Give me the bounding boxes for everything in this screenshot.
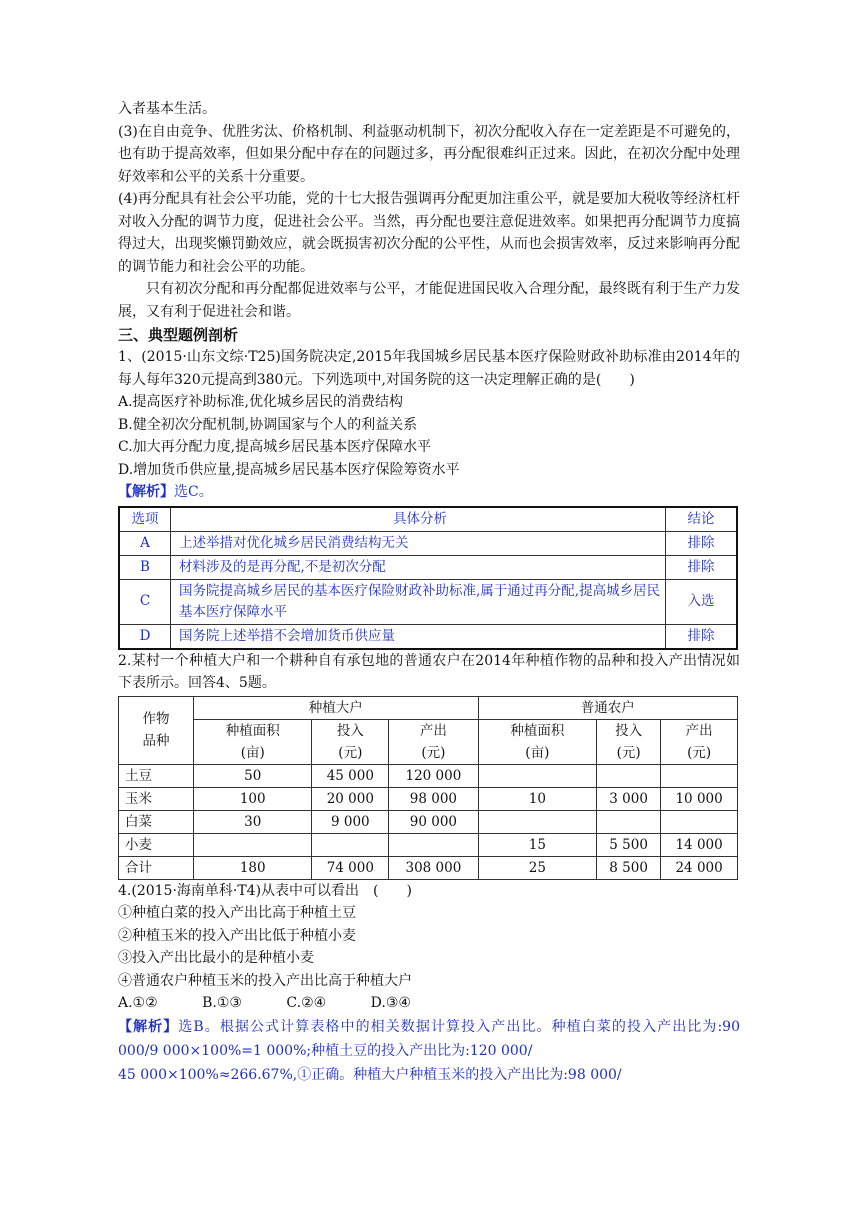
cell bbox=[478, 810, 596, 833]
paragraph-4: (4)再分配具有社会公平功能，党的十七大报告强调再分配更加注重公平，就是要加大税收等经济杠杆对收入分配的调节力度，促进社会公平。当然，再分配也要注意促进效率。如果把再分配调节力度搞得过大，出现奖懒罚勤效应，就会既损害初次分配的公平性，从而也会损害效率，反过来影响再分配的调节能力和社会公平的功能。 bbox=[118, 191, 740, 275]
cell: 8 500 bbox=[597, 856, 661, 879]
cell bbox=[597, 764, 661, 787]
cell: 15 bbox=[478, 833, 596, 856]
q4-stem: 4.(2015·海南单科·T4)从表中可以看出 ( ) bbox=[118, 882, 412, 899]
subheader-input bbox=[597, 719, 661, 764]
analysis-text: 选C。 bbox=[174, 484, 213, 500]
document-page bbox=[118, 98, 740, 1087]
cell: 30 bbox=[194, 810, 312, 833]
cell: 入选 bbox=[666, 579, 738, 624]
q4-item-1: ①种植白菜的投入产出比高于种植土豆 bbox=[118, 905, 356, 921]
cell: 45 000 bbox=[312, 764, 389, 787]
cell: 上述举措对优化城乡居民消费结构无关 bbox=[171, 531, 666, 555]
cell: 308 000 bbox=[389, 856, 478, 879]
header-ordinary-farmer: 普通农户 bbox=[478, 696, 737, 719]
cell: 24 000 bbox=[661, 856, 738, 879]
subheader-text: 产出(元) bbox=[685, 722, 713, 761]
q4-item-4: ④普通农户种植玉米的投入产出比高于种植大户 bbox=[118, 972, 412, 989]
q1-analysis bbox=[118, 481, 740, 504]
cell bbox=[597, 810, 661, 833]
cell: 3 000 bbox=[597, 787, 661, 810]
cell: 5 500 bbox=[597, 833, 661, 856]
table-row bbox=[119, 810, 738, 833]
subheader-output bbox=[389, 719, 478, 764]
cell: C bbox=[119, 579, 171, 624]
analysis-label: 【解析】 bbox=[118, 484, 174, 500]
cell bbox=[312, 833, 389, 856]
paragraph-5: 只有初次分配和再分配都促进效率与公平，才能促进国民收入合理分配，最终既有利于生产力发展，又有利于促进社会和谐。 bbox=[118, 281, 740, 320]
header-crop bbox=[119, 696, 194, 764]
subheader-output bbox=[661, 719, 738, 764]
cell: 74 000 bbox=[312, 856, 389, 879]
subheader-input bbox=[312, 719, 389, 764]
cell: 玉米 bbox=[119, 787, 194, 810]
cell: D bbox=[119, 624, 171, 649]
cell: 土豆 bbox=[119, 764, 194, 787]
table-row bbox=[119, 787, 738, 810]
table-subheader-row bbox=[119, 719, 738, 764]
cell: 9 000 bbox=[312, 810, 389, 833]
q4-analysis-continued: 45 000×100%≈266.67%,①正确。种植大户种植玉米的投入产出比为:98 000/ bbox=[118, 1066, 622, 1083]
q2-crop-table bbox=[118, 696, 738, 880]
table-row bbox=[119, 856, 738, 879]
section-title: 三、典型题例剖析 bbox=[118, 326, 239, 344]
q1-analysis-table bbox=[118, 506, 738, 650]
table-row bbox=[119, 555, 737, 579]
subheader-text: 产出(元) bbox=[419, 722, 447, 761]
q4-choices bbox=[118, 992, 740, 1015]
subheader-area bbox=[194, 719, 312, 764]
table-row bbox=[119, 579, 737, 624]
cell bbox=[389, 833, 478, 856]
analysis-text: 选B。根据公式计算表格中的相关数据计算投入产出比。种植白菜的投入产出比为:90 000/9 000×100%=1 000%;种植土豆的投入产出比为:120 000/ bbox=[118, 1018, 741, 1059]
cell: 国务院上述举措不会增加货币供应量 bbox=[171, 624, 666, 649]
cell: 合计 bbox=[119, 856, 194, 879]
choice-b: B.①③ bbox=[202, 995, 242, 1011]
subheader-text: 种植面积(亩) bbox=[510, 722, 565, 761]
cell bbox=[478, 764, 596, 787]
cell: 25 bbox=[478, 856, 596, 879]
header-large-farmer: 种植大户 bbox=[194, 696, 479, 719]
q4-analysis bbox=[118, 1015, 740, 1063]
cell: A bbox=[119, 531, 171, 555]
cell: 排除 bbox=[666, 624, 738, 649]
q4-item-2: ②种植玉米的投入产出比低于种植小麦 bbox=[118, 927, 356, 944]
choice-a: A.①② bbox=[118, 995, 158, 1011]
table-row bbox=[119, 833, 738, 856]
choice-d: D.③④ bbox=[370, 995, 411, 1011]
choice-c: C.②④ bbox=[286, 995, 327, 1011]
cell bbox=[661, 810, 738, 833]
table-header-row bbox=[119, 696, 738, 719]
intro-tail: 入者基本生活。 bbox=[118, 101, 216, 117]
table-header-row bbox=[119, 507, 737, 532]
subheader-area bbox=[478, 719, 596, 764]
cell: 10 000 bbox=[661, 787, 738, 810]
table-row bbox=[119, 624, 737, 649]
cell: 排除 bbox=[666, 531, 738, 555]
cell: 10 bbox=[478, 787, 596, 810]
cell: 14 000 bbox=[661, 833, 738, 856]
header-crop-label: 作物品种 bbox=[142, 711, 170, 749]
header-analysis: 具体分析 bbox=[171, 507, 666, 532]
q1-option-c: C.加大再分配力度,提高城乡居民基本医疗保障水平 bbox=[118, 439, 432, 455]
subheader-text: 种植面积(亩) bbox=[225, 722, 280, 761]
cell: 90 000 bbox=[389, 810, 478, 833]
cell bbox=[194, 833, 312, 856]
table-row bbox=[119, 764, 738, 787]
cell: 国务院提高城乡居民的基本医疗保险财政补助标准,属于通过再分配,提高城乡居民基本医疗保障水平 bbox=[171, 579, 666, 624]
paragraph-3: (3)在自由竞争、优胜劣汰、价格机制、利益驱动机制下，初次分配收入存在一定差距是不可避免的，也有助于提高效率，但如果分配中存在的问题过多，再分配很难纠正过来。因此，在初次分配中处理好效率和公平的关系十分重要。 bbox=[118, 123, 740, 185]
cell: 排除 bbox=[666, 555, 738, 579]
q2-stem: 2.某村一个种植大户和一个耕种自有承包地的普通农户在2014年种植作物的品种和投入产出情况如下表所示。回答4、5题。 bbox=[118, 652, 740, 691]
q1-option-d: D.增加货币供应量,提高城乡居民基本医疗保险筹资水平 bbox=[118, 461, 460, 478]
q1-option-b: B.健全初次分配机制,协调国家与个人的利益关系 bbox=[118, 416, 418, 433]
cell: 20 000 bbox=[312, 787, 389, 810]
cell: B bbox=[119, 555, 171, 579]
q1-option-a: A.提高医疗补助标准,优化城乡居民的消费结构 bbox=[118, 394, 404, 410]
cell: 50 bbox=[194, 764, 312, 787]
subheader-text: 投入(元) bbox=[615, 722, 643, 761]
cell: 100 bbox=[194, 787, 312, 810]
header-option: 选项 bbox=[119, 507, 171, 532]
analysis-label: 【解析】 bbox=[118, 1018, 179, 1035]
cell: 180 bbox=[194, 856, 312, 879]
cell: 材料涉及的是再分配,不是初次分配 bbox=[171, 555, 666, 579]
subheader-text: 投入(元) bbox=[336, 722, 364, 761]
cell: 98 000 bbox=[389, 787, 478, 810]
table-row bbox=[119, 531, 737, 555]
q4-item-3: ③投入产出比最小的是种植小麦 bbox=[118, 950, 314, 966]
header-conclusion: 结论 bbox=[666, 507, 738, 532]
cell: 120 000 bbox=[389, 764, 478, 787]
cell: 白菜 bbox=[119, 810, 194, 833]
cell bbox=[661, 764, 738, 787]
q1-stem: 1、(2015·山东文综·T25)国务院决定,2015年我国城乡居民基本医疗保险财政补助标准由2014年的每人每年320元提高到380元。下列选项中,对国务院的这一决定理解正确的是( ) bbox=[118, 349, 740, 388]
cell: 小麦 bbox=[119, 833, 194, 856]
